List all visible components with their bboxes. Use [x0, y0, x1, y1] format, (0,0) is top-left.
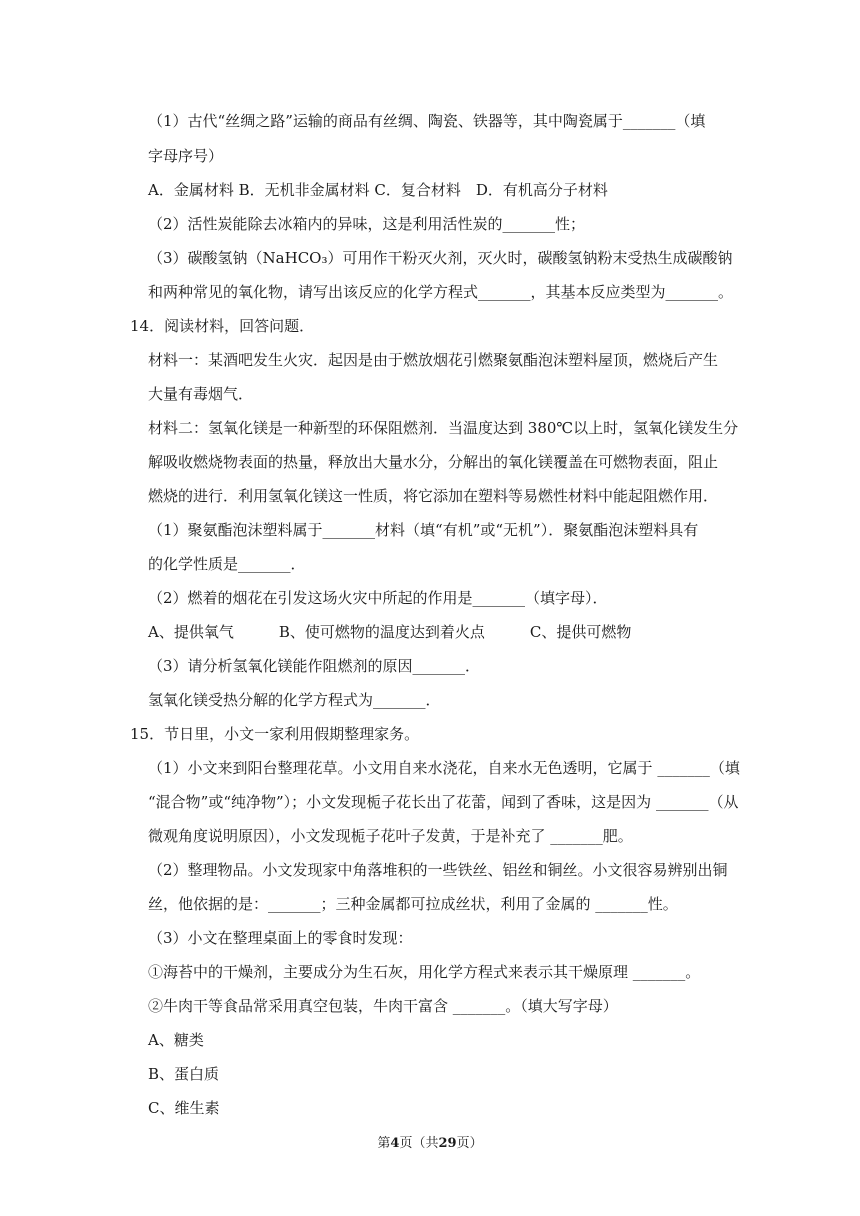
q14-material1-line2: 大量有毒烟气．	[148, 385, 254, 403]
q15-part1-line1: （1）小文来到阳台整理花草。小文用自来水浇花，自来水无色透明，它属于 _______（填	[148, 759, 740, 777]
q13-part1-line2: 字母序号）	[148, 147, 224, 165]
q14-material2-line1: 材料二：氢氧化镁是一种新型的环保阻燃剂．当温度达到 380℃以上时，氢氧化镁发生分	[148, 419, 739, 437]
q13-part1-options: A．金属材料 B．无机非金属材料 C．复合材料 D．有机高分子材料	[148, 181, 608, 199]
q15-part2-line2: 丝，他依据的是：_______；三种金属都可拉成丝状，利用了金属的 _______性。	[148, 895, 678, 913]
footer-total-pages: 29	[438, 1136, 457, 1151]
q15-part3-item1: ①海苔中的干燥剂，主要成分为生石灰，用化学方程式来表示其干燥原理 _______。	[148, 963, 701, 981]
q15-part1-line3: 微观角度说明原因），小文发现栀子花叶子发黄，于是补充了 _______肥。	[148, 827, 633, 845]
q14-part3: （3）请分析氢氧化镁能作阻燃剂的原因_______．	[148, 657, 481, 675]
q13-part1-line1: （1）古代“丝绸之路”运输的商品有丝绸、陶瓷、铁器等，其中陶瓷属于_______（填	[148, 112, 706, 130]
q15-option-a: A、糖类	[148, 1031, 204, 1049]
q15-part2-line1: （2）整理物品。小文发现家中角落堆积的一些铁丝、铝丝和铜丝。小文很容易辨别出铜	[148, 861, 728, 879]
q15-heading: 15．节日里，小文一家利用假期整理家务。	[130, 725, 420, 743]
footer-page-number: 4	[390, 1136, 400, 1151]
q15-option-b: B、蛋白质	[148, 1065, 220, 1083]
q14-part1-line2: 的化学性质是_______．	[148, 555, 306, 573]
q14-material2-line3: 燃烧的进行．利用氢氧化镁这一性质，将它添加在塑料等易燃性材料中能起阻燃作用．	[148, 487, 719, 505]
page-footer	[0, 1135, 860, 1153]
q13-part2: （2）活性炭能除去冰箱内的异味，这是利用活性炭的_______性；	[148, 215, 586, 233]
q14-material2-line2: 解吸收燃烧物表面的热量，释放出大量水分，分解出的氧化镁覆盖在可燃物表面，阻止	[148, 453, 719, 471]
q13-part3-line2: 和两种常见的氧化物，请写出该反应的化学方程式_______，其基本反应类型为_______。	[148, 283, 734, 301]
footer-prefix: 第	[377, 1136, 391, 1151]
q15-option-c: C、维生素	[148, 1099, 220, 1117]
q15-part3: （3）小文在整理桌面上的零食时发现：	[148, 929, 413, 947]
q15-part1-line2: “混合物”或“纯净物”）；小文发现栀子花长出了花蕾，闻到了香味，这是因为 _______（从	[148, 793, 739, 811]
q14-material1-line1: 材料一：某酒吧发生火灾．起因是由于燃放烟花引燃聚氨酯泡沫塑料屋顶，燃烧后产生	[148, 351, 719, 369]
q14-part1-line1: （1）聚氨酯泡沫塑料属于_______材料（填“有机”或“无机”）．聚氨酯泡沫塑料具有	[148, 521, 699, 539]
q15-part3-item2: ②牛肉干等食品常采用真空包装，牛肉干富含 _______。（填大写字母）	[148, 997, 618, 1015]
q13-part3-line1: （3）碳酸氢钠（NaHCO₃）可用作干粉灭火剂，灭火时，碳酸氢钠粉末受热生成碳酸钠	[148, 249, 733, 267]
footer-mid: 页（共	[399, 1136, 439, 1151]
q14-part2: （2）燃着的烟花在引发这场火灾中所起的作用是_______（填字母）．	[148, 589, 608, 607]
q14-equation: 氢氧化镁受热分解的化学方程式为_______．	[148, 691, 441, 709]
q14-heading: 14．阅读材料，回答问题．	[130, 317, 315, 335]
q14-part2-options: A、提供氧气 B、使可燃物的温度达到着火点 C、提供可燃物	[148, 623, 632, 641]
footer-suffix: 页）	[456, 1136, 483, 1151]
